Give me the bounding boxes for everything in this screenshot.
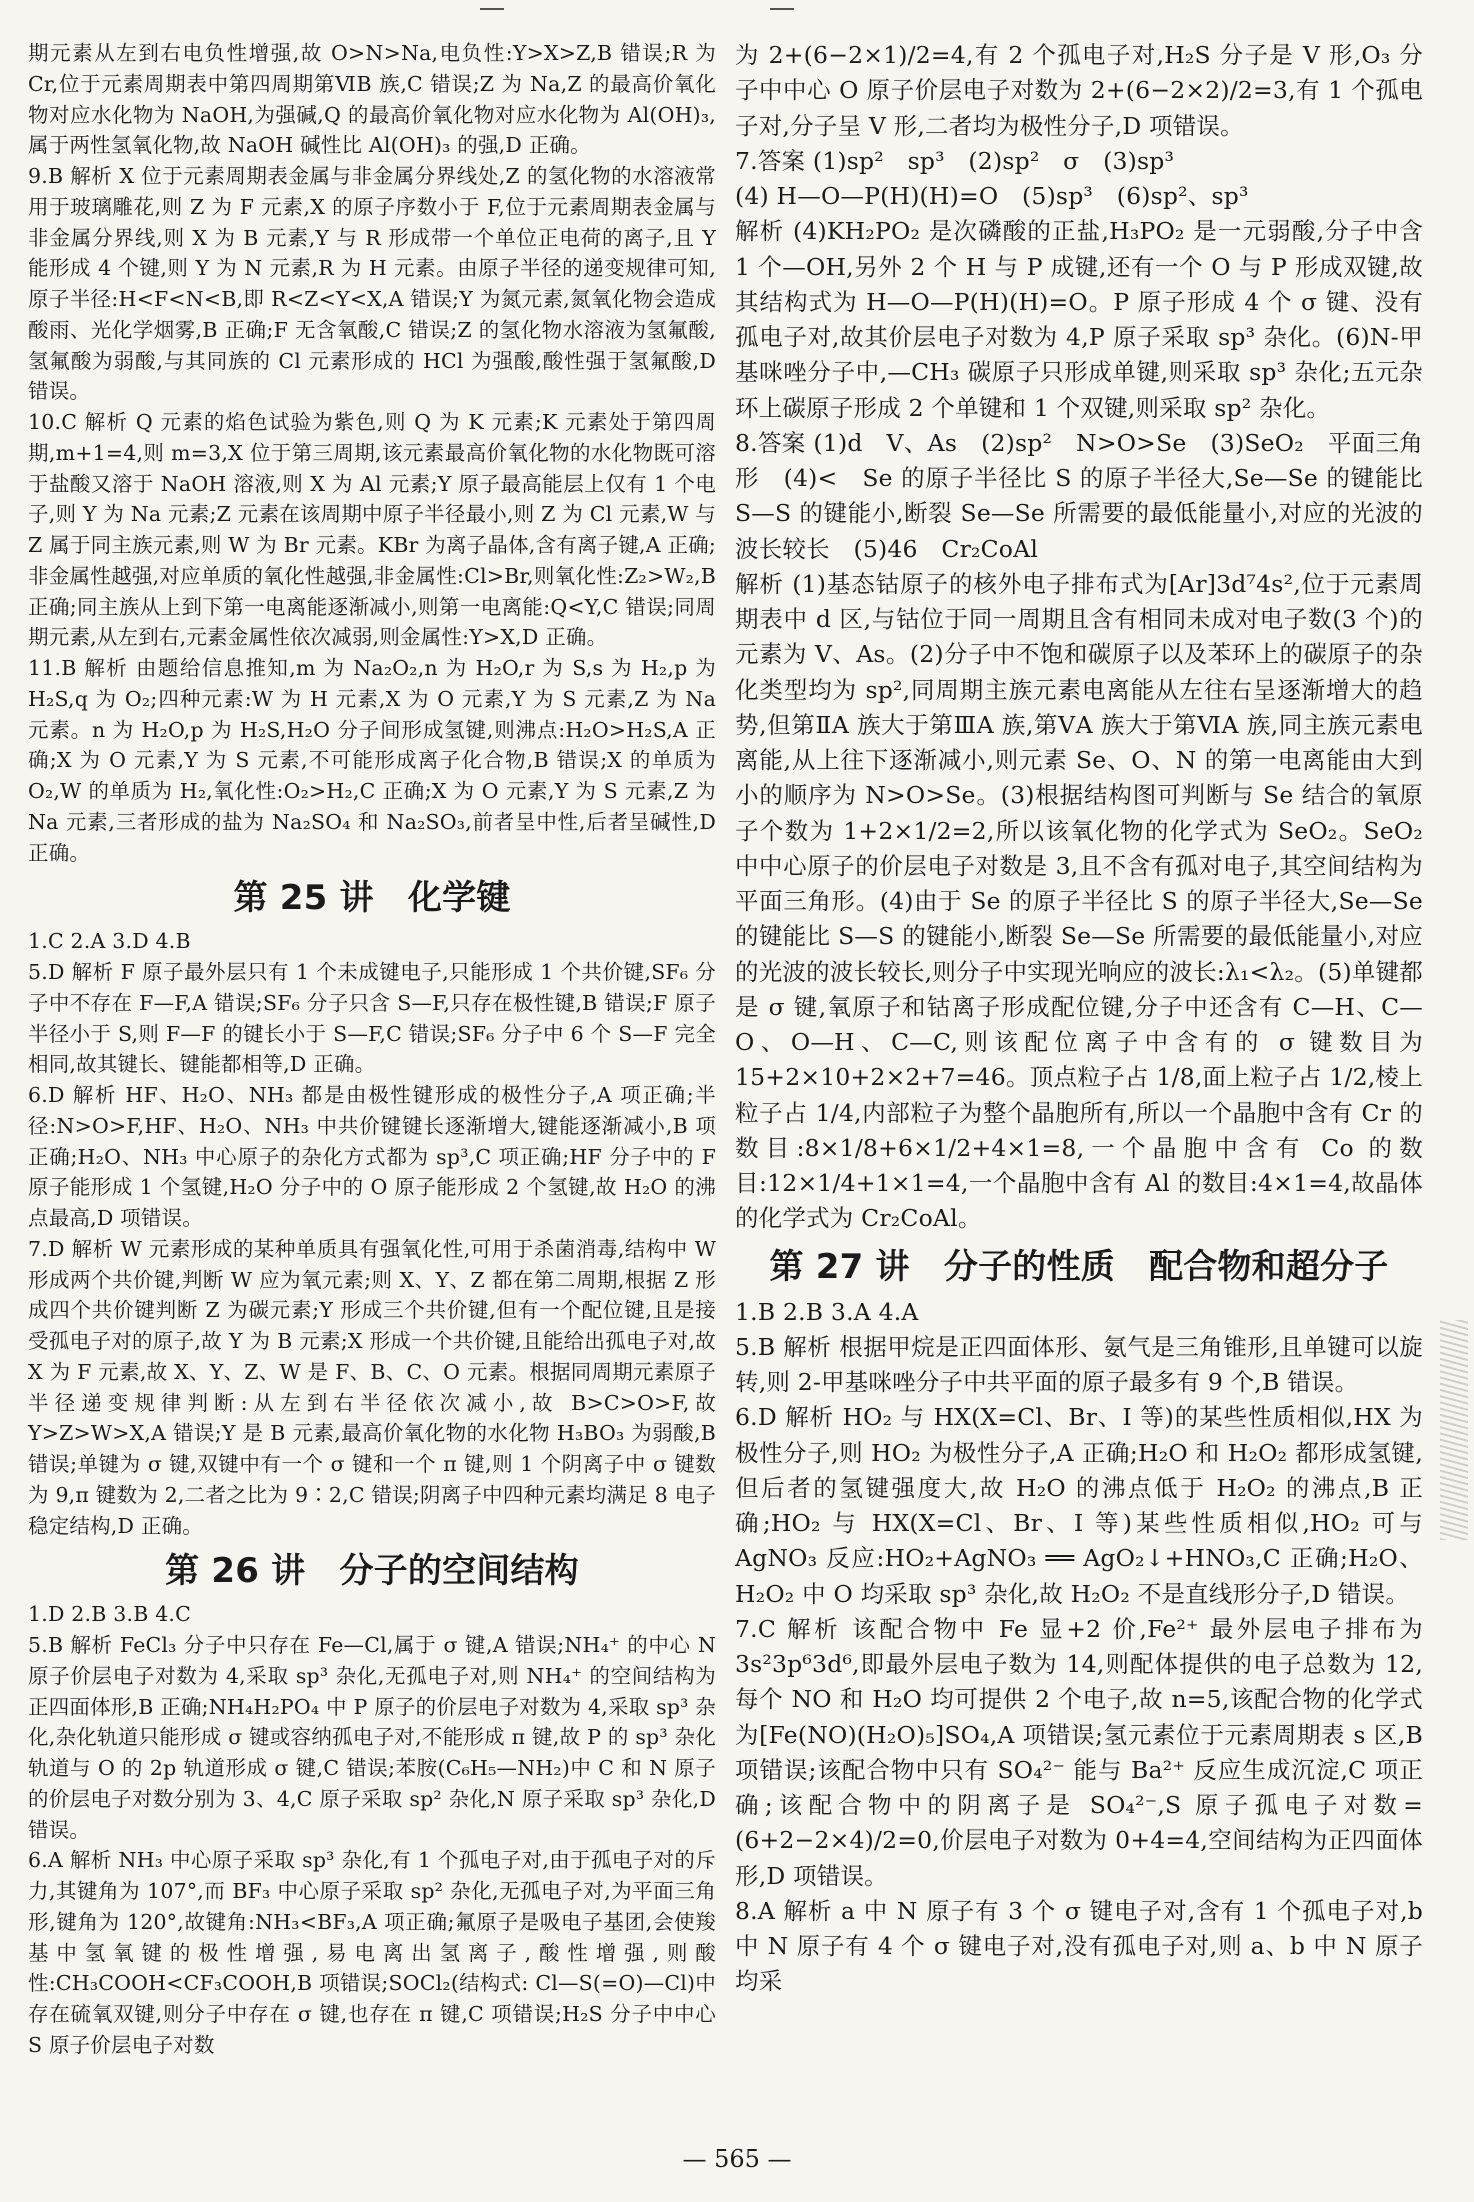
answer-q10: 10.C 解析 Q 元素的焰色试验为紫色,则 Q 为 K 元素;K 元素处于第四周期,m+1=4,则 m=3,X 位于第三周期,该元素最高价氧化物的水化物既可溶于盐酸又溶于 NaOH 溶液,则 X 为 Al 元素;Y 原子最高能层上仅有 1 个电子,则 Y 为 Na 元素;Z 元素在该周期中原子半径最小,则 Z 为 Cl 元素,W 与 Z 属于同主族元素,则 W 为 Br 元素。KBr 为离子晶体,含有离子键,A 正确;非金属性越强,对应单质的氧化性越强,非金属性:Cl>Br,则氧化性:Z₂>W₂,B 正确;同主族从上到下第一电离能逐渐减小,则第一电离能:Q<Y,C 错误;同周期元素,从左到右,元素金属性依次减弱,则金属性:Y>X,D 正确。 <box>28 410 716 650</box>
answer-s25-q7: 7.D 解析 W 元素形成的某种单质具有强氧化性,可用于杀菌消毒,结构中 W 形成两个共价键,判断 W 应为氧元素;则 X、Y、Z 都在第二周期,根据 Z 形成四个共价键判断 Z 为碳元素;Y 形成三个共价键,但有一个配位键,且是接受孤电子对的原子,故 Y 为 B 元素;X 形成一个共价键,且能给出孤电子对,故 X 为 F 元素,故 X、Y、Z、W 是 F、B、C、O 元素。根据同周期元素原子半径递变规律判断:从左到右半径依次减小,故 B>C>O>F,故 Y>Z>W>X,A 错误;Y 是 B 元素,最高价氧化物的水化物 H₃BO₃ 为弱酸,B 错误;单键为 σ 键,双键中有一个 σ 键和一个 π 键,则 1 个阴离子中 σ 键数为 9,π 键数为 2,二者之比为 9∶2,C 错误;阴离子中四种元素均满足 8 电子稳定结构,D 正确。 <box>28 1236 716 1538</box>
page-number: — 565 — <box>682 2145 792 2173</box>
section-title-25: 第 25 讲 化学键 <box>233 878 511 919</box>
answer-q9: 9.B 解析 X 位于元素周期表金属与非金属分界线处,Z 的氢化物的水溶液常用于玻璃雕花,则 Z 为 F 元素,X 的原子序数小于 F,位于元素周期表金属与非金属分界线,则 X 为 B 元素,Y 与 R 形成带一个单位正电荷的离子,且 Y 能形成 4 个键,则 Y 为 N 元素,R 为 H 元素。由原子半径的递变规律可知,原子半径:H<F<N<B,即 R<Z<Y<X,A 错误;Y 为氮元素,氮氧化物会造成酸雨、光化学烟雾,B 正确;F 无含氧酸,C 错误;Z 的氢化物水溶液为氢氟酸,氢氟酸为弱酸,与其同族的 Cl 元素形成的 HCl 为强酸,酸性强于氢氟酸,D 错误。 <box>28 164 716 404</box>
answer-q8: 8.答案 (1)d V、As (2)sp² N>O>Se (3)SeO₂ 平面三角形 (4)< Se 的原子半径比 S 的原子半径大,Se—Se 的键能比 S—S 的键能小,断裂 Se—Se 所需要的最低能量小,对应的光波的波长较长 (5)46 Cr₂CoAl <box>735 428 1423 563</box>
answer-s27-q7: 7.C 解析 该配合物中 Fe 显+2 价,Fe²⁺ 最外层电子排布为 3s²3p⁶3d⁶,即最外层电子数为 14,则配体提供的电子总数为 12,每个 NO 和 H₂O 均可提供 2 个电子,故 n=5,该配合物的化学式为[Fe(NO)(H₂O)₅]SO₄,A 项错误;氢元素位于元素周期表 s 区,B 项错误;该配合物中只有 SO₄²⁻ 能与 Ba²⁺ 反应生成沉淀,C 项正确;该配合物中的阴离子是 SO₄²⁻,S 原子孤电子对数=(6+2−2×4)/2=0,价层电子对数为 0+4=4,空间结构为正四面体形,D 项错误。 <box>735 1614 1423 1890</box>
answer-continuation: 为 2+(6−2×1)/2=4,有 2 个孤电子对,H₂S 分子是 V 形,O₃ 分子中中心 O 原子价层电子对数为 2+(6−2×2)/2=3,有 1 个孤电子对,分子呈 V 形,二者均为极性分子,D 项错误。 <box>735 41 1423 140</box>
answer-s26-q6: 6.A 解析 NH₃ 中心原子采取 sp³ 杂化,有 1 个孤电子对,由于孤电子对的斥力,其键角为 107°,而 BF₃ 中心原子采取 sp² 杂化,无孤电子对,为平面三角形,键角为 120°,故键角:NH₃<BF₃,A 项正确;氟原子是吸电子基团,会使羧基中氢氧键的极性增强,易电离出氢离子,酸性增强,则酸性:CH₃COOH<CF₃COOH,B 项错误;SOCl₂(结构式: Cl—S(=O)—Cl)中存在硫氧双键,则分子中存在 σ 键,也存在 π 键,C 项错误;H₂S 分子中中心 S 原子价层电子对数 <box>28 1848 716 2057</box>
top-crop-mark <box>480 8 504 10</box>
section-title-26: 第 26 讲 分子的空间结构 <box>165 1551 579 1592</box>
answer-s26-q1-4: 1.D 2.B 3.B 4.C <box>28 1602 192 1627</box>
answer-s25-q6: 6.D 解析 HF、H₂O、NH₃ 都是由极性键形成的极性分子,A 项正确;半径:N>O>F,HF、H₂O、NH₃ 中共价键键长逐渐增大,键能逐渐减小,B 项正确;H₂O、NH₃ 中心原子的杂化方式都为 sp³,C 项正确;HF 分子中的 F 原子能形成 1 个氢键,H₂O 分子中的 O 原子能形成 2 个氢键,故 H₂O 的沸点最高,D 项错误。 <box>28 1083 716 1230</box>
answer-q11: 11.B 解析 由题给信息推知,m 为 Na₂O₂,n 为 H₂O,r 为 S,s 为 H₂,p 为 H₂S,q 为 O₂;四种元素:W 为 H 元素,X 为 O 元素,Y 为 S 元素,Z 为 Na 元素。n 为 H₂O,p 为 H₂S,H₂O 分子间形成氢键,则沸点:H₂O>H₂S,A 正确;X 为 O 元素,Y 为 S 元素,不可能形成离子化合物,B 错误;X 的单质为 O₂,W 的单质为 H₂,氧化性:O₂>H₂,C 正确;X 为 O 元素,Y 为 S 元素,Z 为 Na 元素,三者形成的盐为 Na₂SO₄ 和 Na₂SO₃,前者呈中性,后者呈碱性,D 正确。 <box>28 656 716 865</box>
structure-formula-q7: (4) H—O—P(H)(H)=O (5)sp³ (6)sp²、sp³ <box>735 182 1249 210</box>
answer-s27-q8: 8.A 解析 a 中 N 原子有 3 个 σ 键电子对,含有 1 个孤电子对,b 中 N 原子有 4 个 σ 键电子对,没有孤电子对,则 a、b 中 N 原子均采 <box>735 1896 1423 1996</box>
top-crop-mark <box>770 8 794 10</box>
left-column <box>28 38 716 2061</box>
analysis-q7: 解析 (4)KH₂PO₂ 是次磷酸的正盐,H₃PO₂ 是一元弱酸,分子中含 1 个—OH,另外 2 个 H 与 P 成键,还有一个 O 与 P 形成双键,故其结构式为 H—O—P(H)(H)=O。P 原子形成 4 个 σ 键、没有孤电子对,故其价层电子对数为 4,P 原子采取 sp³ 杂化。(6)N-甲基咪唑分子中,—CH₃ 碳原子只形成单键,则采取 sp³ 杂化;五元杂环上碳原子形成 2 个单键和 1 个双键,则采取 sp² 杂化。 <box>735 217 1423 422</box>
answer-s25-q5: 5.D 解析 F 原子最外层只有 1 个未成键电子,只能形成 1 个共价键,SF₆ 分子中不存在 F—F,A 错误;SF₆ 分子只含 S—F,只存在极性键,B 错误;F 原子半径小于 S,则 F—F 的键长小于 S—F,C 错误;SF₆ 分子中 6 个 S—F 完全相同,故其键长、键能都相等,D 正确。 <box>28 960 716 1077</box>
answer-s25-q1-4: 1.C 2.A 3.D 4.B <box>28 929 191 954</box>
right-column <box>735 38 1423 2000</box>
answer-s27-q5: 5.B 解析 根据甲烷是正四面体形、氨气是三角锥形,且单键可以旋转,则 2-甲基咪唑分子中共平面的原子最多有 9 个,B 错误。 <box>735 1332 1423 1396</box>
answer-s27-q1-4: 1.B 2.B 3.A 4.A <box>735 1297 919 1326</box>
analysis-q8: 解析 (1)基态钴原子的核外电子排布式为[Ar]3d⁷4s²,位于元素周期表中 d 区,与钴位于同一周期且含有相同未成对电子数(3 个)的元素为 V、As。(2)分子中不饱和碳原子以及苯环上的碳原子的杂化类型均为 sp²,同周期主族元素电离能从左往右呈逐渐增大的趋势,但第ⅡA 族大于第ⅢA 族,第ⅤA 族大于第ⅥA 族,同主族元素电离能,从上往下逐渐减小,则元素 Se、O、N 的第一电离能由大到小的顺序为 N>O>Se。(3)根据结构图可判断与 Se 结合的氧原子个数为 1+2×1/2=2,所以该氧化物的化学式为 SeO₂。SeO₂ 中中心原子的价层电子对数是 3,且不含有孤对电子,其空间结构为平面三角形。(4)由于 Se 的原子半径比 S 的原子半径大,Se—Se 的键能比 S—S 的键能小,断裂 Se—Se 所需要的最低能量小,对应的光波的波长较长,则分子中实现光响应的波长:λ₁<λ₂。(5)单键都是 σ 键,氧原子和钴离子形成配位键,分子中还含有 C—H、C—O、O—H、C—C,则该配位离子中含有的 σ 键数目为 15+2×10+2×2+7=46。顶点粒子占 1/8,面上粒子占 1/2,棱上粒子占 1/4,内部粒子为整个晶胞所有,所以一个晶胞中含有 Cr 的数目:8×1/8+6×1/2+4×1=8,一个晶胞中含有 Co 的数目:12×1/4+1×1=4,一个晶胞中含有 Al 的数目:4×1=4,故晶体的化学式为 Cr₂CoAl。 <box>735 569 1423 1233</box>
margin-scribble <box>1440 1320 1468 1540</box>
answer-intro: 期元素从左到右电负性增强,故 O>N>Na,电负性:Y>X>Z,B 错误;R 为 Cr,位于元素周期表中第四周期第ⅥB 族,C 错误;Z 为 Na,Z 的最高价氧化物对应水化物为 NaOH,为强碱,Q 的最高价氧化物对应水化物为 Al(OH)₃,属于两性氢氧化物,故 NaOH 碱性比 Al(OH)₃ 的强,D 正确。 <box>28 41 716 158</box>
answer-q7: 7.答案 (1)sp² sp³ (2)sp² σ (3)sp³ <box>735 146 1175 175</box>
section-title-27: 第 27 讲 分子的性质 配合物和超分子 <box>769 1246 1389 1287</box>
answer-s26-q5: 5.B 解析 FeCl₃ 分子中只存在 Fe—Cl,属于 σ 键,A 错误;NH₄⁺ 的中心 N 原子价层电子对数为 4,采取 sp³ 杂化,无孤电子对,则 NH₄⁺ 的空间结构为正四面体形,B 正确;NH₄H₂PO₄ 中 P 原子的价层电子对数为 4,采取 sp³ 杂化,杂化轨道只能形成 σ 键或容纳孤电子对,不能形成 π 键,故 P 的 sp³ 杂化轨道与 O 的 2p 轨道形成 σ 键,C 错误;苯胺(C₆H₅—NH₂)中 C 和 N 原子的价层电子对数分别为 3、4,C 原子采取 sp² 杂化,N 原子采取 sp³ 杂化,D 错误。 <box>28 1633 716 1842</box>
answer-s27-q6: 6.D 解析 HO₂ 与 HX(X=Cl、Br、I 等)的某些性质相似,HX 为极性分子,则 HO₂ 为极性分子,A 正确;H₂O 和 H₂O₂ 都形成氢键,但后者的氢键强度大,故 H₂O 的沸点低于 H₂O₂ 的沸点,B 正确;HO₂ 与 HX(X=Cl、Br、I 等)某些性质相似,HO₂ 可与 AgNO₃ 反应:HO₂+AgNO₃ ══ AgO₂↓+HNO₃,C 正确;H₂O、H₂O₂ 中 O 均采取 sp³ 杂化,故 H₂O₂ 不是直线形分子,D 错误。 <box>735 1403 1423 1608</box>
